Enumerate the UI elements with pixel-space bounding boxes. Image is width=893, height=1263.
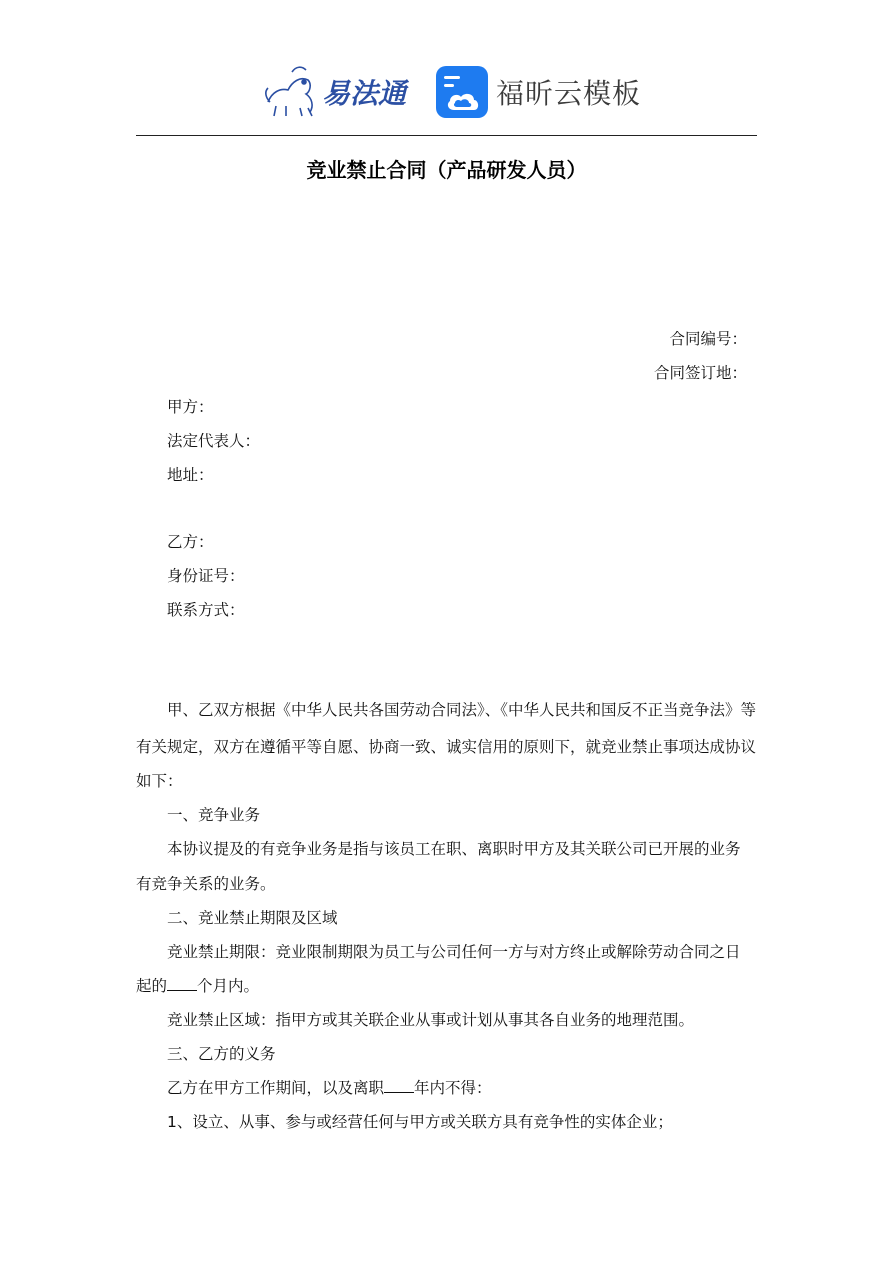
contract-number-label: 合同编号： xyxy=(669,330,747,348)
section-2-para-line-1: 竞业禁止期限：竞业限制期限为员工与公司任何一方与对方终止或解除劳动合同之日 xyxy=(167,943,741,961)
section-2-para-line-2 xyxy=(136,974,259,996)
party-a-representative-label: 法定代表人： xyxy=(167,432,261,450)
section-3-para-line-1-end: 年内不得： xyxy=(414,1079,492,1097)
intro-line-2: 有关规定，双方在遵循平等自愿、协商一致、诚实信用的原则下，就竞业禁止事项达成协议 xyxy=(136,738,757,756)
party-b-id-label: 身份证号： xyxy=(167,567,245,585)
section-2-title: 二、竞业禁止期限及区域 xyxy=(167,909,338,927)
section-1-title: 一、竞争业务 xyxy=(167,806,261,824)
logo-yifatong-text: 易法通 xyxy=(322,77,407,110)
section-3-item-1: 1、设立、从事、参与或经营任何与甲方或关联方具有竞争性的实体企业； xyxy=(167,1113,673,1131)
intro-line-3: 如下： xyxy=(136,772,183,790)
intro-line-1: 甲、乙双方根据《中华人民共各国劳动合同法》、《中华人民共和国反不正当竞争法》等 xyxy=(167,701,757,719)
months-blank xyxy=(167,976,197,991)
party-b-contact-label: 联系方式： xyxy=(167,601,245,619)
header-divider xyxy=(136,135,757,136)
section-3-para-line-1-start: 乙方在甲方工作期间，以及离职 xyxy=(167,1079,385,1097)
logo-fuxin-text: 福昕云模板 xyxy=(496,77,642,110)
section-3-para-line-1 xyxy=(167,1076,492,1098)
section-2-para-line-3: 竞业禁止区域：指甲方或其关联企业从事或计划从事其各自业务的地理范围。 xyxy=(167,1011,695,1029)
party-a-label: 甲方： xyxy=(167,398,214,416)
fuxin-cloud-logo-icon xyxy=(436,66,488,118)
contract-place-label: 合同签订地： xyxy=(653,364,747,382)
party-a-address-label: 地址： xyxy=(167,466,214,484)
page-header xyxy=(0,0,893,132)
section-1-para-line-1: 本协议提及的有竞争业务是指与该员工在职、离职时甲方及其关联公司已开展的业务 xyxy=(167,840,741,858)
section-2-para-line-2-end: 个月内。 xyxy=(197,977,260,995)
section-1-para-line-2: 有竞争关系的业务。 xyxy=(136,875,276,893)
years-blank xyxy=(384,1078,414,1093)
party-b-label: 乙方： xyxy=(167,533,214,551)
document-title: 竞业禁止合同（产品研发人员） xyxy=(306,158,587,182)
section-2-para-line-2-start: 起的 xyxy=(136,977,168,995)
section-3-title: 三、乙方的义务 xyxy=(167,1045,276,1063)
